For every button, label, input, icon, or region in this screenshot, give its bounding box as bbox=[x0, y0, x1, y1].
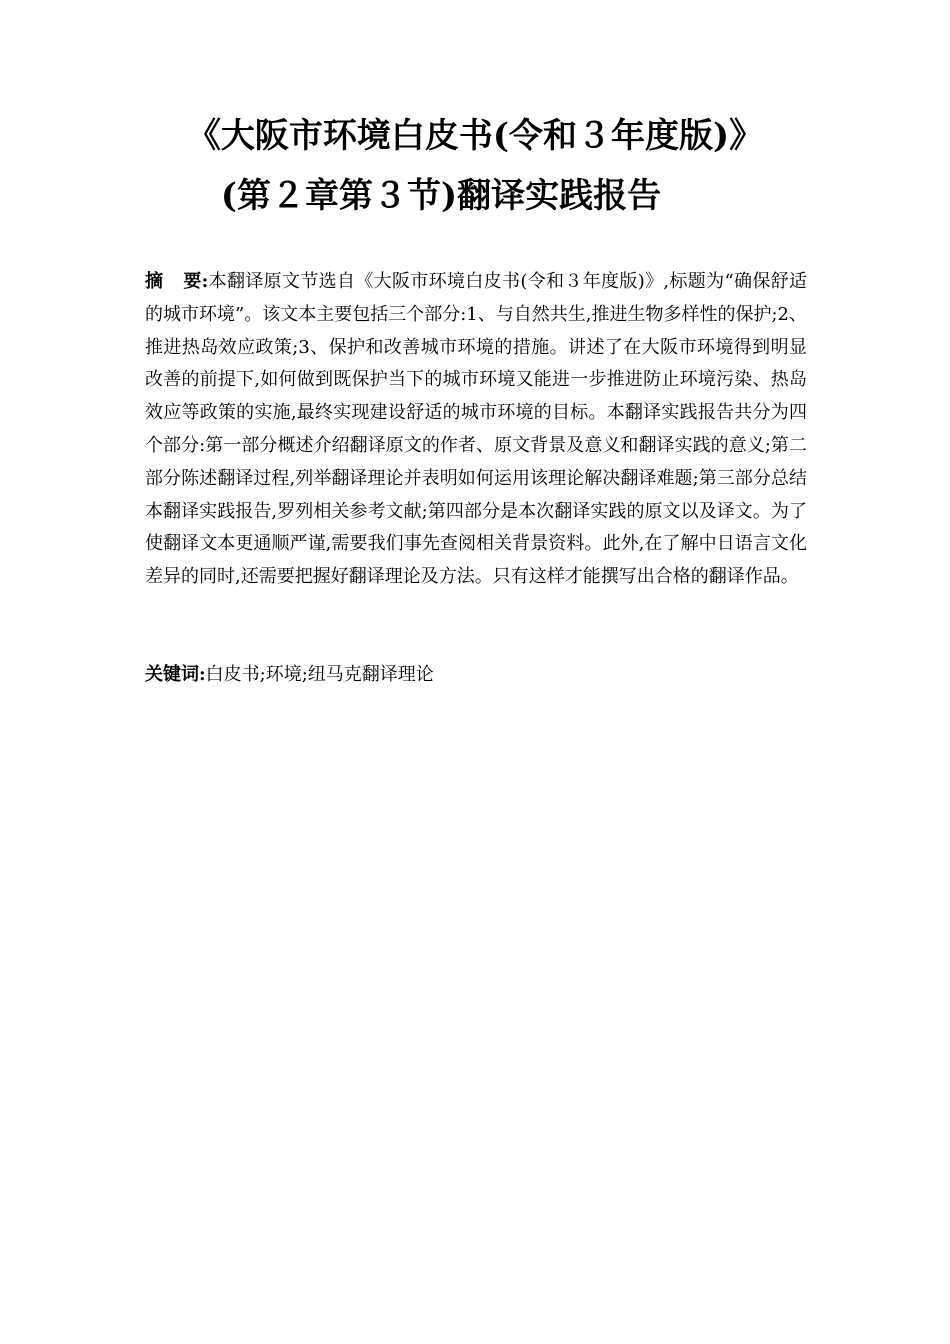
abstract-label-first: 摘 bbox=[145, 271, 184, 292]
document-title-line-1: 《大阪市环境白皮书(令和３年度版)》 bbox=[186, 116, 764, 156]
abstract-label-last: 要: bbox=[183, 271, 209, 292]
abstract-text: 本翻译原文节选自《大阪市环境白皮书(令和３年度版)》,标题为“确保舒适的城市环境”。该文本主要包括三个部分:1、与自然共生,推进生物多样性的保护;2、推进热岛效应政策;3、保护和改善城市环境的措施。讲述了在大阪市环境得到明显改善的前提下,如何做到既保护当下的城市环境又能进一步推进防止环境污染、热岛效应等政策的实施,最终实现建设舒适的城市环境的目标。本翻译实践报告共分为四个部分:第一部分概述介绍翻译原文的作者、原文背景及意义和翻译实践的意义;第二部分陈述翻译过程,列举翻译理论并表明如何运用该理论解决翻译难题;第三部分总结本翻译实践报告,罗列相关参考文献;第四部分是本次翻译实践的原文以及译文。为了使翻译文本更通顺严谨,需要我们事先查阅相关背景资料。此外,在了解中日语言文化差异的同时,还需要把握好翻译理论及方法。只有这样才能撰写出合格的翻译作品。 bbox=[145, 271, 807, 588]
keywords-label: 关键词: bbox=[145, 664, 206, 685]
keywords-line bbox=[145, 660, 807, 690]
abstract-paragraph bbox=[145, 266, 807, 594]
keywords-text: 白皮书;环境;纽马克翻译理论 bbox=[205, 664, 434, 685]
document-title-line-2: (第２章第３节)翻译实践报告 bbox=[220, 176, 662, 216]
